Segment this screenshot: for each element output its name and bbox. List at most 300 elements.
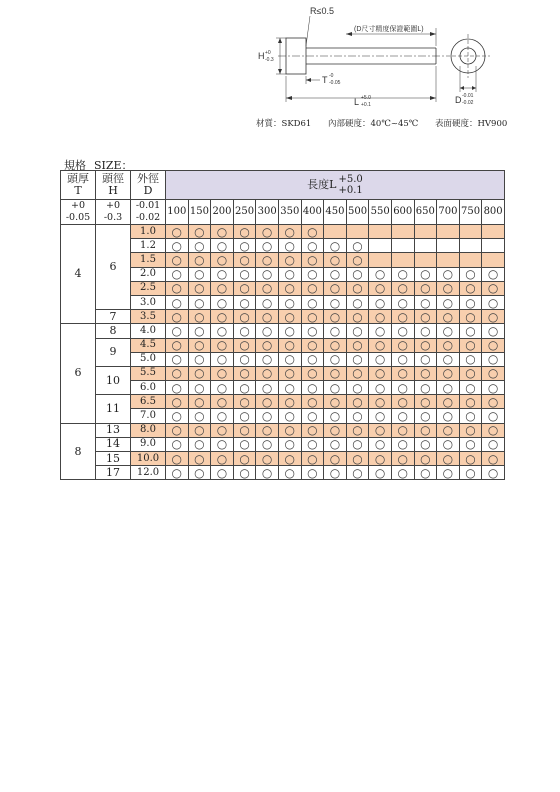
head-diameter-cell: 6	[96, 225, 131, 310]
availability-mark: ○	[211, 409, 234, 423]
availability-mark: ○	[369, 295, 392, 309]
availability-mark: ○	[211, 239, 234, 253]
availability-mark: ○	[233, 253, 256, 267]
availability-mark: ○	[166, 452, 189, 466]
availability-mark: ○	[166, 338, 189, 352]
availability-mark: ○	[346, 437, 369, 451]
availability-mark: ○	[211, 324, 234, 338]
availability-mark: ○	[233, 310, 256, 324]
availability-mark: ○	[414, 352, 437, 366]
outer-diameter-cell: 5.0	[131, 352, 166, 366]
availability-mark: ○	[346, 352, 369, 366]
length-header-500: 500	[346, 200, 369, 225]
size-spec-body	[61, 225, 505, 480]
availability-mark: ○	[346, 253, 369, 267]
surface-hardness-text: 表面硬度：HV900	[435, 119, 508, 129]
header-d-cell	[131, 171, 166, 200]
outer-diameter-cell: 2.0	[131, 267, 166, 281]
availability-mark: ○	[346, 338, 369, 352]
length-tolerance	[338, 174, 362, 196]
availability-mark: ○	[482, 310, 505, 324]
availability-mark: ○	[369, 366, 392, 380]
availability-mark: ○	[188, 452, 211, 466]
availability-mark: ○	[188, 267, 211, 281]
availability-mark: ○	[369, 466, 392, 480]
availability-mark: ○	[414, 366, 437, 380]
availability-mark: ○	[324, 381, 347, 395]
availability-mark: ○	[346, 295, 369, 309]
availability-mark: ○	[188, 395, 211, 409]
availability-mark: ○	[437, 324, 460, 338]
head-diameter-cell: 17	[96, 466, 131, 480]
availability-mark: ○	[211, 281, 234, 295]
h-dim-label: H	[258, 51, 265, 61]
availability-mark: ○	[369, 409, 392, 423]
availability-mark: ○	[414, 324, 437, 338]
availability-mark: ○	[166, 253, 189, 267]
availability-mark: ○	[278, 381, 301, 395]
availability-mark: ○	[346, 423, 369, 437]
table-row	[61, 452, 505, 466]
availability-mark: ○	[188, 310, 211, 324]
head-diameter-cell: 11	[96, 395, 131, 423]
tolerance-h-cell	[96, 200, 131, 225]
tolerance-d-plus: -0.01	[135, 200, 161, 211]
availability-mark: ○	[188, 381, 211, 395]
availability-mark: ○	[256, 366, 279, 380]
size-caption-cn: 規格	[64, 159, 86, 172]
availability-mark: ○	[301, 381, 324, 395]
availability-mark: ○	[256, 310, 279, 324]
availability-mark: ○	[437, 409, 460, 423]
availability-mark: ○	[211, 466, 234, 480]
length-tol-plus: +5.0	[338, 174, 363, 185]
head-diameter-cell: 9	[96, 338, 131, 366]
availability-mark: ○	[437, 423, 460, 437]
availability-mark: ○	[391, 338, 414, 352]
availability-mark: ○	[211, 352, 234, 366]
availability-mark: ○	[211, 437, 234, 451]
availability-mark: ○	[369, 437, 392, 451]
header-h-cell	[96, 171, 131, 200]
availability-mark: ○	[256, 281, 279, 295]
availability-mark: ○	[211, 452, 234, 466]
availability-mark: ○	[256, 381, 279, 395]
head-diameter-cell: 10	[96, 366, 131, 394]
availability-mark: ○	[188, 225, 211, 239]
availability-mark: ○	[301, 253, 324, 267]
availability-mark: ○	[301, 324, 324, 338]
availability-mark: ○	[301, 338, 324, 352]
availability-mark: ○	[256, 338, 279, 352]
table-row	[61, 324, 505, 338]
availability-mark: ○	[256, 295, 279, 309]
availability-mark: ○	[233, 295, 256, 309]
availability-mark: ○	[369, 324, 392, 338]
availability-mark: ○	[188, 437, 211, 451]
availability-mark: ○	[414, 338, 437, 352]
availability-mark: ○	[324, 295, 347, 309]
availability-mark: ○	[346, 281, 369, 295]
availability-mark: ○	[459, 324, 482, 338]
empty-cell	[482, 225, 505, 239]
table-row	[61, 366, 505, 380]
outer-diameter-cell: 8.0	[131, 423, 166, 437]
availability-mark: ○	[278, 466, 301, 480]
availability-mark: ○	[369, 352, 392, 366]
outer-diameter-cell: 3.5	[131, 310, 166, 324]
availability-mark: ○	[211, 225, 234, 239]
t-dim-tol-plus: -0	[329, 73, 334, 79]
availability-mark: ○	[482, 352, 505, 366]
tolerance-t-minus: -0.05	[65, 212, 91, 223]
availability-mark: ○	[369, 423, 392, 437]
outer-diameter-cell: 10.0	[131, 452, 166, 466]
length-header-650: 650	[414, 200, 437, 225]
availability-mark: ○	[211, 267, 234, 281]
availability-mark: ○	[369, 281, 392, 295]
availability-mark: ○	[459, 338, 482, 352]
availability-mark: ○	[256, 239, 279, 253]
empty-cell	[482, 253, 505, 267]
tolerance-d-cell	[131, 200, 166, 225]
availability-mark: ○	[256, 437, 279, 451]
availability-mark: ○	[369, 310, 392, 324]
availability-mark: ○	[437, 366, 460, 380]
availability-mark: ○	[324, 310, 347, 324]
availability-mark: ○	[437, 466, 460, 480]
outer-diameter-cell: 2.5	[131, 281, 166, 295]
availability-mark: ○	[391, 381, 414, 395]
outer-diameter-cell: 3.0	[131, 295, 166, 309]
availability-mark: ○	[211, 310, 234, 324]
availability-mark: ○	[233, 352, 256, 366]
table-row	[61, 225, 505, 239]
availability-mark: ○	[482, 409, 505, 423]
availability-mark: ○	[301, 409, 324, 423]
empty-cell	[369, 239, 392, 253]
t-dim-label: T	[322, 75, 328, 85]
availability-mark: ○	[278, 225, 301, 239]
availability-mark: ○	[482, 295, 505, 309]
length-title: 長度L	[307, 178, 337, 191]
availability-mark: ○	[188, 338, 211, 352]
empty-cell	[459, 239, 482, 253]
availability-mark: ○	[324, 267, 347, 281]
tolerance-h-minus: -0.3	[103, 212, 123, 223]
availability-mark: ○	[233, 437, 256, 451]
availability-mark: ○	[482, 281, 505, 295]
availability-mark: ○	[437, 352, 460, 366]
availability-mark: ○	[414, 267, 437, 281]
empty-cell	[414, 225, 437, 239]
availability-mark: ○	[437, 395, 460, 409]
availability-mark: ○	[188, 466, 211, 480]
availability-mark: ○	[414, 381, 437, 395]
availability-mark: ○	[459, 310, 482, 324]
outer-diameter-cell: 6.0	[131, 381, 166, 395]
availability-mark: ○	[324, 281, 347, 295]
availability-mark: ○	[482, 437, 505, 451]
availability-mark: ○	[482, 466, 505, 480]
length-header-550: 550	[369, 200, 392, 225]
length-header-400: 400	[301, 200, 324, 225]
empty-cell	[369, 225, 392, 239]
availability-mark: ○	[188, 352, 211, 366]
availability-mark: ○	[324, 366, 347, 380]
length-header-350: 350	[278, 200, 301, 225]
availability-mark: ○	[324, 324, 347, 338]
availability-mark: ○	[301, 281, 324, 295]
availability-mark: ○	[391, 295, 414, 309]
availability-mark: ○	[166, 225, 189, 239]
tolerance-h-plus: +0	[105, 200, 120, 211]
availability-mark: ○	[233, 281, 256, 295]
header-t-cell	[61, 171, 96, 200]
table-row	[61, 466, 505, 480]
length-header-700: 700	[437, 200, 460, 225]
availability-mark: ○	[482, 423, 505, 437]
empty-cell	[437, 253, 460, 267]
availability-mark: ○	[324, 452, 347, 466]
availability-mark: ○	[301, 225, 324, 239]
availability-mark: ○	[414, 466, 437, 480]
availability-mark: ○	[301, 395, 324, 409]
table-row	[61, 423, 505, 437]
length-header-250: 250	[233, 200, 256, 225]
outer-diameter-cell: 1.5	[131, 253, 166, 267]
availability-mark: ○	[391, 352, 414, 366]
availability-mark: ○	[414, 395, 437, 409]
availability-mark: ○	[482, 395, 505, 409]
length-header-300: 300	[256, 200, 279, 225]
availability-mark: ○	[437, 452, 460, 466]
availability-mark: ○	[256, 352, 279, 366]
availability-mark: ○	[324, 437, 347, 451]
availability-mark: ○	[278, 310, 301, 324]
availability-mark: ○	[301, 423, 324, 437]
empty-cell	[369, 253, 392, 267]
availability-mark: ○	[256, 423, 279, 437]
availability-mark: ○	[166, 295, 189, 309]
empty-cell	[391, 239, 414, 253]
empty-cell	[459, 225, 482, 239]
outer-diameter-cell: 12.0	[131, 466, 166, 480]
empty-cell	[437, 239, 460, 253]
ejector-pin-drawing	[250, 2, 510, 114]
outer-diameter-cell: 7.0	[131, 409, 166, 423]
d-dim-tol-plus: -0.01	[462, 93, 474, 99]
head-thickness-cell: 8	[61, 423, 96, 480]
availability-mark: ○	[482, 366, 505, 380]
material-spec-line	[256, 117, 521, 129]
availability-mark: ○	[346, 366, 369, 380]
availability-mark: ○	[482, 338, 505, 352]
tolerance-t-plus: +0	[70, 200, 85, 211]
availability-mark: ○	[346, 239, 369, 253]
availability-mark: ○	[166, 239, 189, 253]
length-header-100: 100	[166, 200, 189, 225]
availability-mark: ○	[188, 423, 211, 437]
availability-mark: ○	[391, 310, 414, 324]
availability-mark: ○	[188, 281, 211, 295]
availability-mark: ○	[482, 267, 505, 281]
availability-mark: ○	[391, 366, 414, 380]
empty-cell	[391, 225, 414, 239]
outer-diameter-cell: 6.5	[131, 395, 166, 409]
availability-mark: ○	[301, 267, 324, 281]
availability-mark: ○	[346, 395, 369, 409]
outer-diameter-cell: 9.0	[131, 437, 166, 451]
d-dim-tol-minus: -0.02	[462, 100, 474, 106]
availability-mark: ○	[369, 452, 392, 466]
availability-mark: ○	[346, 310, 369, 324]
availability-mark: ○	[211, 381, 234, 395]
availability-mark: ○	[256, 324, 279, 338]
availability-mark: ○	[324, 423, 347, 437]
empty-cell	[324, 225, 347, 239]
availability-mark: ○	[278, 239, 301, 253]
availability-mark: ○	[188, 366, 211, 380]
availability-mark: ○	[256, 267, 279, 281]
availability-mark: ○	[346, 466, 369, 480]
availability-mark: ○	[278, 437, 301, 451]
t-dim-tol-minus: -0.05	[329, 80, 341, 86]
availability-mark: ○	[459, 423, 482, 437]
availability-mark: ○	[324, 409, 347, 423]
availability-mark: ○	[391, 437, 414, 451]
l-dim-label: L	[354, 97, 360, 107]
availability-mark: ○	[414, 281, 437, 295]
availability-mark: ○	[301, 366, 324, 380]
availability-mark: ○	[188, 409, 211, 423]
availability-mark: ○	[391, 395, 414, 409]
length-header-cell	[166, 171, 505, 200]
availability-mark: ○	[324, 352, 347, 366]
availability-mark: ○	[188, 324, 211, 338]
availability-mark: ○	[324, 466, 347, 480]
availability-mark: ○	[459, 452, 482, 466]
availability-mark: ○	[166, 409, 189, 423]
availability-mark: ○	[233, 381, 256, 395]
empty-cell	[482, 239, 505, 253]
table-row	[61, 437, 505, 451]
inner-hardness-text: 內部硬度：40℃~45℃	[328, 119, 419, 129]
availability-mark: ○	[391, 281, 414, 295]
head-diameter-cell: 14	[96, 437, 131, 451]
availability-mark: ○	[437, 381, 460, 395]
availability-mark: ○	[233, 225, 256, 239]
availability-mark: ○	[233, 267, 256, 281]
availability-mark: ○	[278, 295, 301, 309]
availability-mark: ○	[233, 395, 256, 409]
availability-mark: ○	[188, 239, 211, 253]
l-dim-tol-plus: +5.0	[361, 95, 371, 101]
availability-mark: ○	[301, 310, 324, 324]
table-row	[61, 338, 505, 352]
length-header-800: 800	[482, 200, 505, 225]
header-h-symbol: H	[108, 184, 118, 197]
availability-mark: ○	[391, 324, 414, 338]
availability-mark: ○	[278, 409, 301, 423]
tolerance-d-minus: -0.02	[135, 212, 161, 223]
availability-mark: ○	[278, 324, 301, 338]
availability-mark: ○	[166, 381, 189, 395]
outer-diameter-cell: 4.0	[131, 324, 166, 338]
h-dim-tol-minus: -0.3	[265, 57, 274, 63]
availability-mark: ○	[391, 267, 414, 281]
availability-mark: ○	[166, 310, 189, 324]
availability-mark: ○	[166, 281, 189, 295]
availability-mark: ○	[391, 466, 414, 480]
empty-cell	[459, 253, 482, 267]
availability-mark: ○	[369, 267, 392, 281]
h-dim-tol-plus: +0	[265, 50, 271, 56]
availability-mark: ○	[211, 338, 234, 352]
availability-mark: ○	[346, 452, 369, 466]
length-tol-minus: +0.1	[338, 185, 363, 196]
availability-mark: ○	[278, 395, 301, 409]
availability-mark: ○	[482, 452, 505, 466]
availability-mark: ○	[278, 281, 301, 295]
precision-note: (D尺寸精度保證範圍L)	[354, 26, 424, 33]
availability-mark: ○	[256, 466, 279, 480]
availability-mark: ○	[414, 437, 437, 451]
availability-mark: ○	[233, 338, 256, 352]
availability-mark: ○	[414, 409, 437, 423]
header-d-symbol: D	[143, 184, 153, 197]
availability-mark: ○	[369, 395, 392, 409]
outer-diameter-cell: 5.5	[131, 366, 166, 380]
availability-mark: ○	[346, 409, 369, 423]
availability-mark: ○	[188, 295, 211, 309]
tolerance-t-cell	[61, 200, 96, 225]
availability-mark: ○	[256, 409, 279, 423]
size-caption-en: SIZE：	[94, 159, 133, 172]
d-dim-label: D	[455, 95, 462, 105]
availability-mark: ○	[233, 239, 256, 253]
availability-mark: ○	[437, 437, 460, 451]
head-diameter-cell: 13	[96, 423, 131, 437]
availability-mark: ○	[459, 366, 482, 380]
outer-diameter-cell: 1.2	[131, 239, 166, 253]
availability-mark: ○	[278, 352, 301, 366]
outer-diameter-cell: 1.0	[131, 225, 166, 239]
availability-mark: ○	[211, 295, 234, 309]
availability-mark: ○	[233, 452, 256, 466]
table-row	[61, 310, 505, 324]
availability-mark: ○	[256, 225, 279, 239]
availability-mark: ○	[459, 466, 482, 480]
availability-mark: ○	[369, 381, 392, 395]
availability-mark: ○	[459, 381, 482, 395]
availability-mark: ○	[346, 381, 369, 395]
header-t-symbol: T	[74, 184, 82, 197]
availability-mark: ○	[459, 409, 482, 423]
availability-mark: ○	[278, 366, 301, 380]
availability-mark: ○	[256, 253, 279, 267]
head-thickness-cell: 6	[61, 324, 96, 423]
outer-diameter-cell: 4.5	[131, 338, 166, 352]
radius-label: R≤0.5	[310, 6, 334, 16]
head-thickness-cell: 4	[61, 225, 96, 324]
length-header-750: 750	[459, 200, 482, 225]
availability-mark: ○	[256, 452, 279, 466]
material-text: 材質：SKD61	[256, 119, 312, 129]
availability-mark: ○	[459, 267, 482, 281]
empty-cell	[414, 253, 437, 267]
header-d-title: 外徑	[137, 172, 159, 185]
